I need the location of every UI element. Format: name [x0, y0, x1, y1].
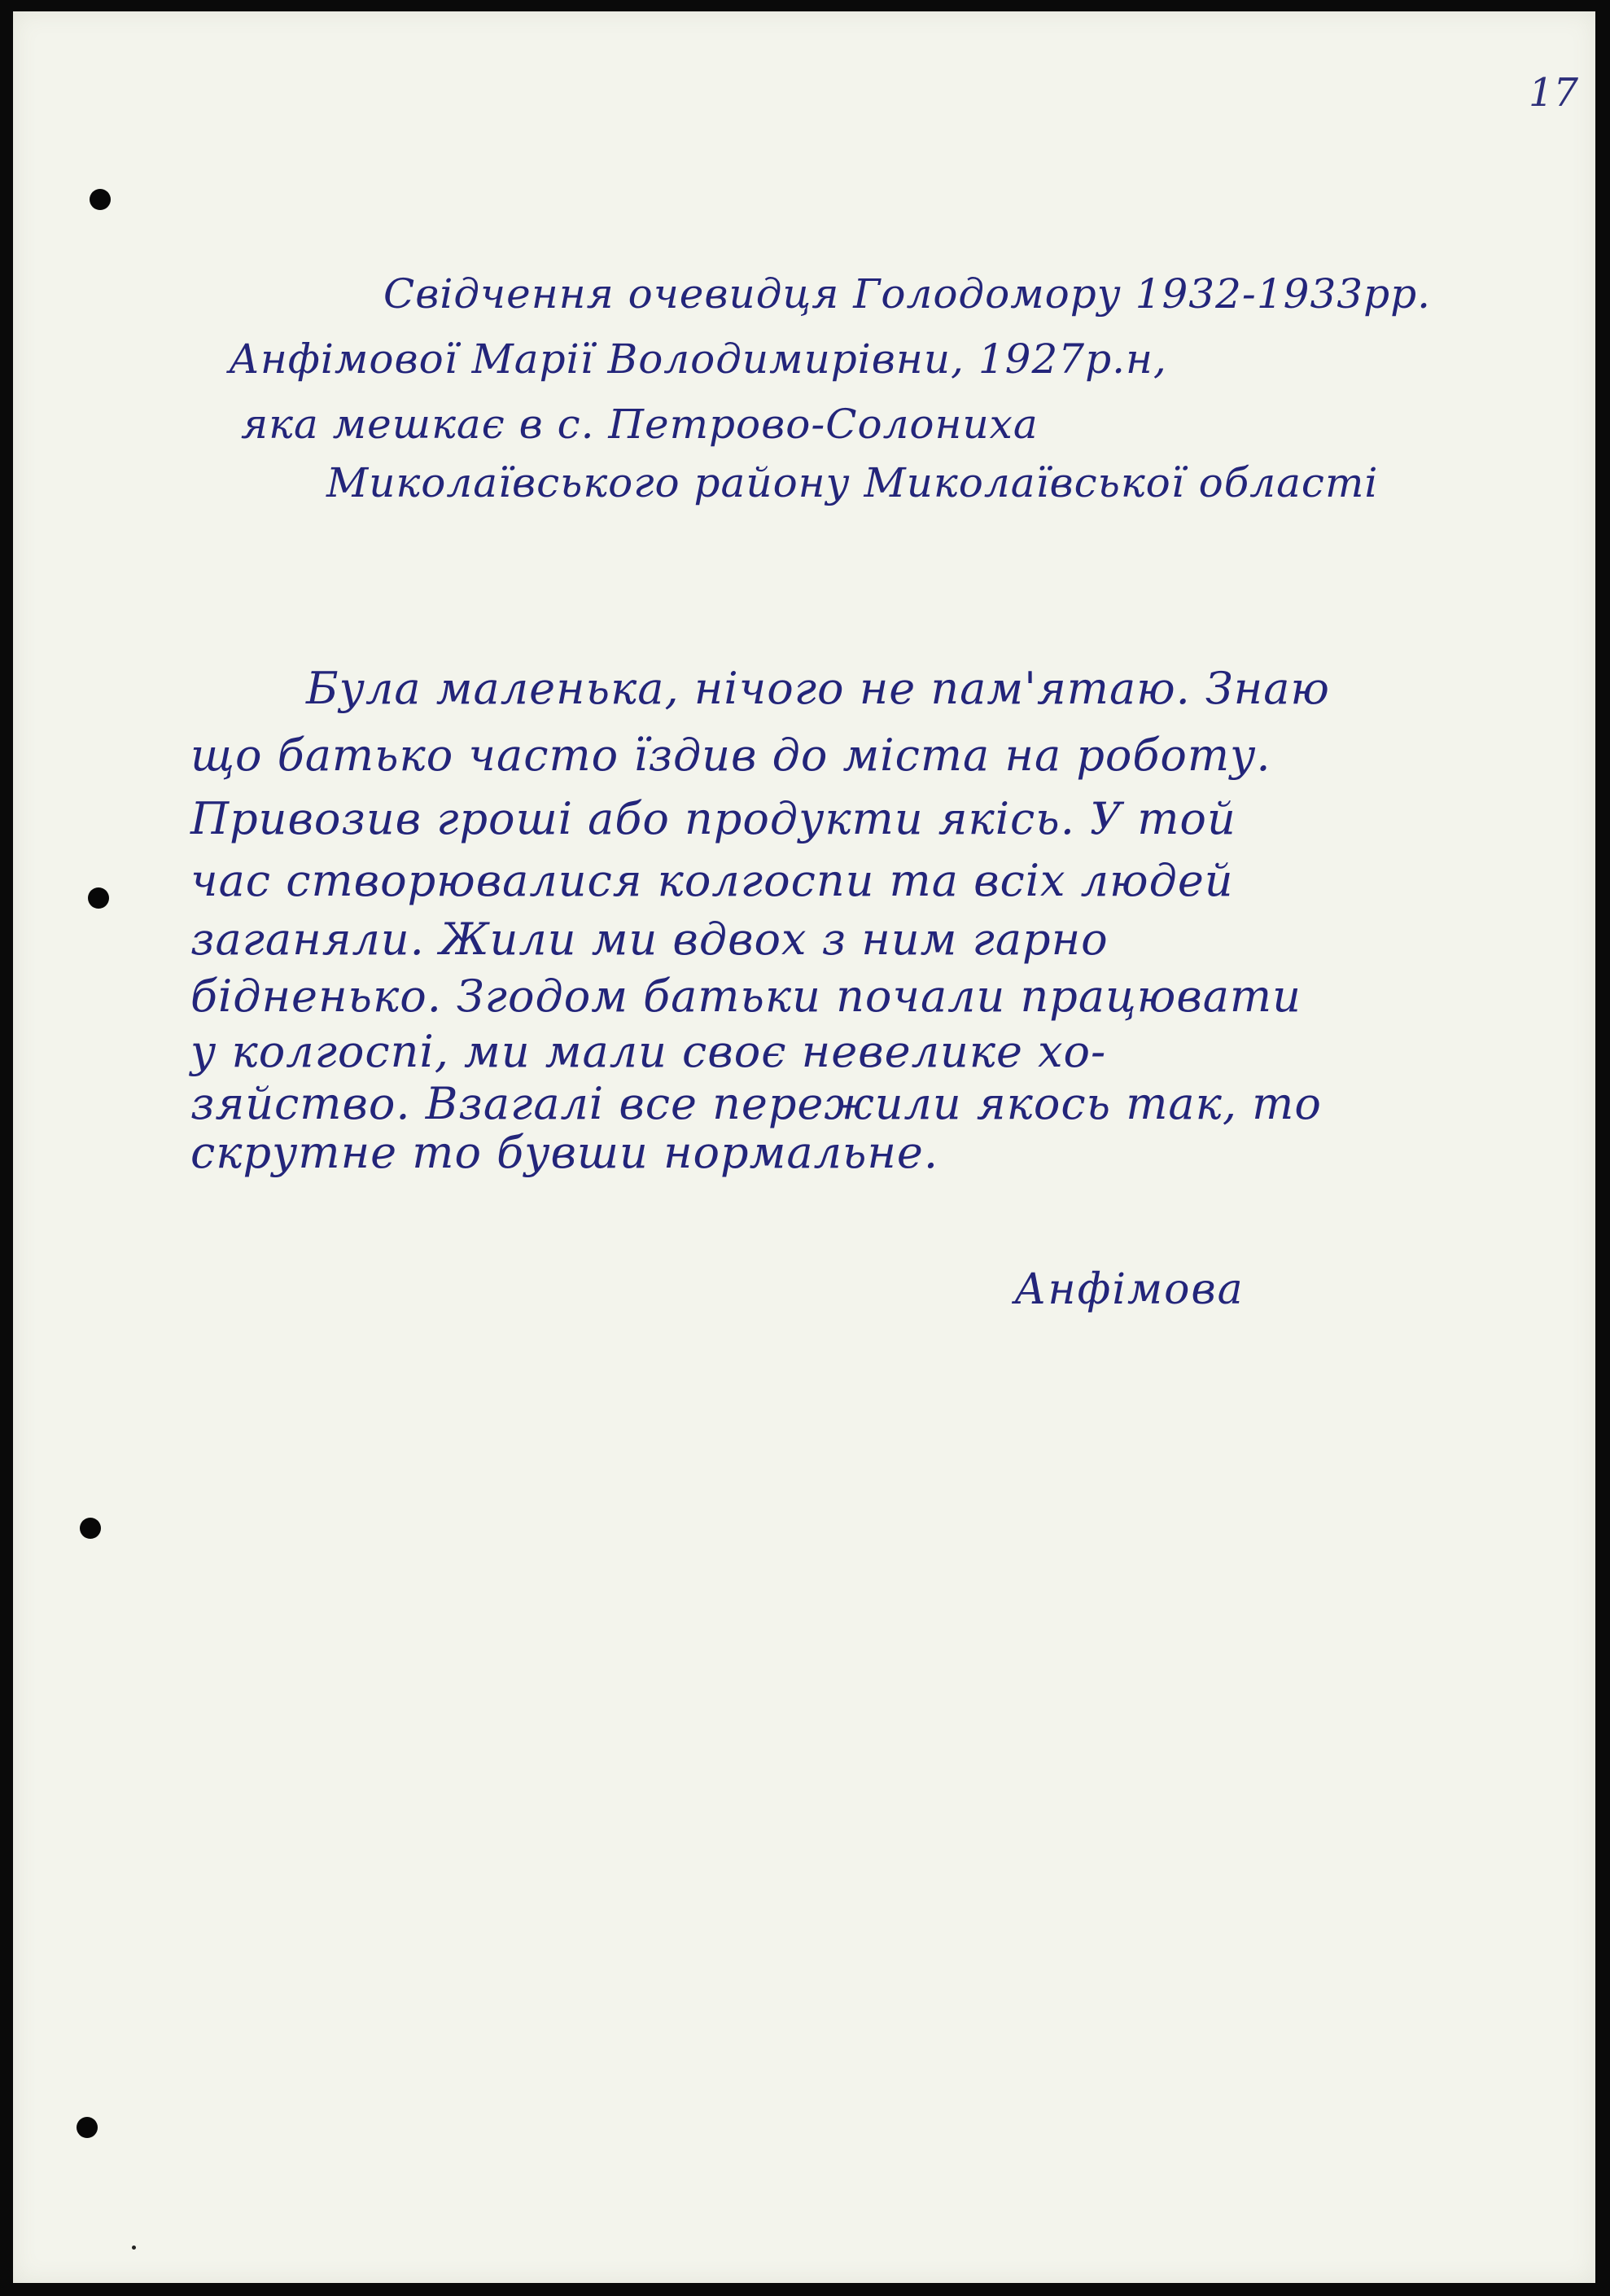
paper-sheet [13, 11, 1595, 2283]
speck [132, 2246, 136, 2250]
punch-hole-4 [77, 2117, 98, 2138]
body-line-1: Була маленька, нічого не пам'ятаю. Знаю [306, 663, 1330, 714]
heading-line-4: Миколаївського району Миколаївської області [326, 459, 1379, 506]
body-line-3: Привозив гроші або продукти якісь. У той [190, 793, 1236, 844]
punch-hole-3 [80, 1518, 101, 1539]
body-line-2: що батько часто їздив до міста на роботу. [190, 730, 1271, 781]
page-number: 17 [1529, 70, 1579, 116]
body-line-8: зяйство. Взагалі все пережили якось так, то [190, 1078, 1322, 1129]
punch-hole-1 [90, 189, 111, 210]
body-line-9: скрутне то бувши нормальне. [190, 1127, 939, 1178]
heading-line-3: яка мешкає в с. Петрово-Солониха [241, 401, 1039, 448]
punch-hole-2 [88, 887, 109, 909]
body-line-6: бідненько. Згодом батьки почали працювати [190, 971, 1302, 1022]
signature: Анфімова [1014, 1265, 1245, 1314]
body-line-5: заганяли. Жили ми вдвох з ним гарно [190, 914, 1109, 965]
heading-line-2: Анфімової Марії Володимирівни, 1927р.н, [229, 335, 1167, 383]
heading-line-1: Свідчення очевидця Голодомору 1932-1933рр. [383, 270, 1431, 318]
body-line-4: час створювалися колгоспи та всіх людей [190, 855, 1234, 906]
body-line-7: у колгоспі, ми мали своє невелике хо- [190, 1026, 1107, 1077]
